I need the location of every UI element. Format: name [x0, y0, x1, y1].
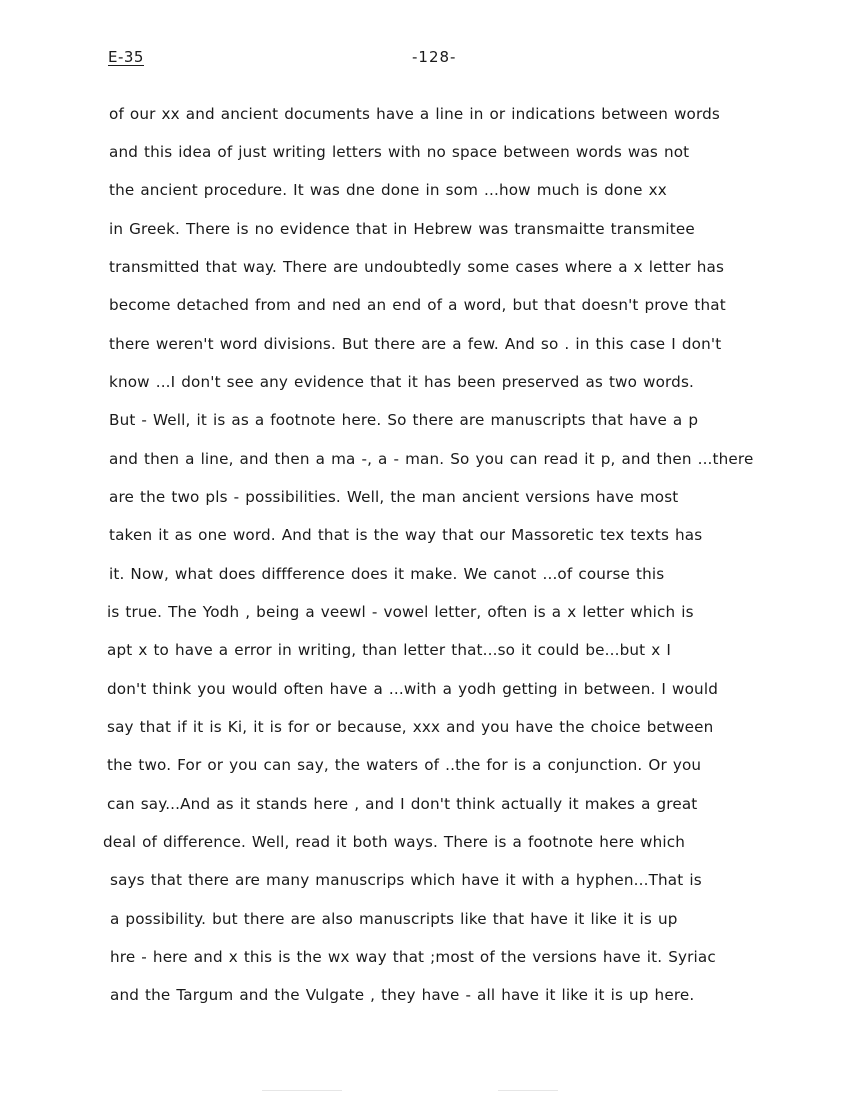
body-line: But - Well, it is as a footnote here. So there are manuscripts that have a p	[109, 411, 699, 429]
body-line: in Greek. There is no evidence that in Hebrew was transmaitte transmitee	[109, 220, 695, 238]
body-line: is true. The Yodh , being a veewl - vowel letter, often is a x letter which is	[107, 603, 694, 621]
page-number: -128-	[412, 48, 457, 66]
body-line: and this idea of just writing letters with no space between words was not	[109, 143, 690, 161]
body-line: taken it as one word. And that is the way that our Massoretic tex texts has	[109, 526, 703, 544]
document-id: E-35	[108, 48, 144, 66]
body-line: know ...I don't see any evidence that it has been preserved as two words.	[109, 373, 695, 391]
scan-artifact	[498, 1090, 558, 1091]
body-line: become detached from and ned an end of a word, but that doesn't prove that	[109, 296, 726, 314]
body-line: and the Targum and the Vulgate , they have - all have it like it is up here.	[110, 986, 695, 1004]
body-line: the two. For or you can say, the waters of ..the for is a conjunction. Or you	[107, 756, 702, 774]
body-line: deal of difference. Well, read it both ways. There is a footnote here which	[103, 833, 686, 851]
body-line: can say...And as it stands here , and I don't think actually it makes a great	[107, 795, 698, 813]
body-line: and then a line, and then a ma -, a - man. So you can read it p, and then ...there	[109, 450, 754, 468]
body-line: it. Now, what does diffference does it make. We canot ...of course this	[109, 565, 665, 583]
scan-artifact	[262, 1090, 342, 1091]
body-line: says that there are many manuscrips which have it with a hyphen...That is	[110, 871, 702, 889]
body-line: apt x to have a error in writing, than letter that...so it could be...but x I	[107, 641, 671, 659]
body-line: the ancient procedure. It was dne done in som ...how much is done xx	[109, 181, 667, 199]
body-line: hre - here and x this is the wx way that ;most of the versions have it. Syriac	[110, 948, 716, 966]
body-line: a possibility. but there are also manuscripts like that have it like it is up	[110, 910, 678, 928]
body-line: don't think you would often have a ...with a yodh getting in between. I would	[107, 680, 718, 698]
body-line: say that if it is Ki, it is for or because, xxx and you have the choice between	[107, 718, 714, 736]
body-line: transmitted that way. There are undoubtedly some cases where a x letter has	[109, 258, 725, 276]
body-line: of our xx and ancient documents have a line in or indications between words	[109, 105, 720, 123]
body-line: there weren't word divisions. But there are a few. And so . in this case I don't	[109, 335, 722, 353]
body-line: are the two pls - possibilities. Well, the man ancient versions have most	[109, 488, 679, 506]
